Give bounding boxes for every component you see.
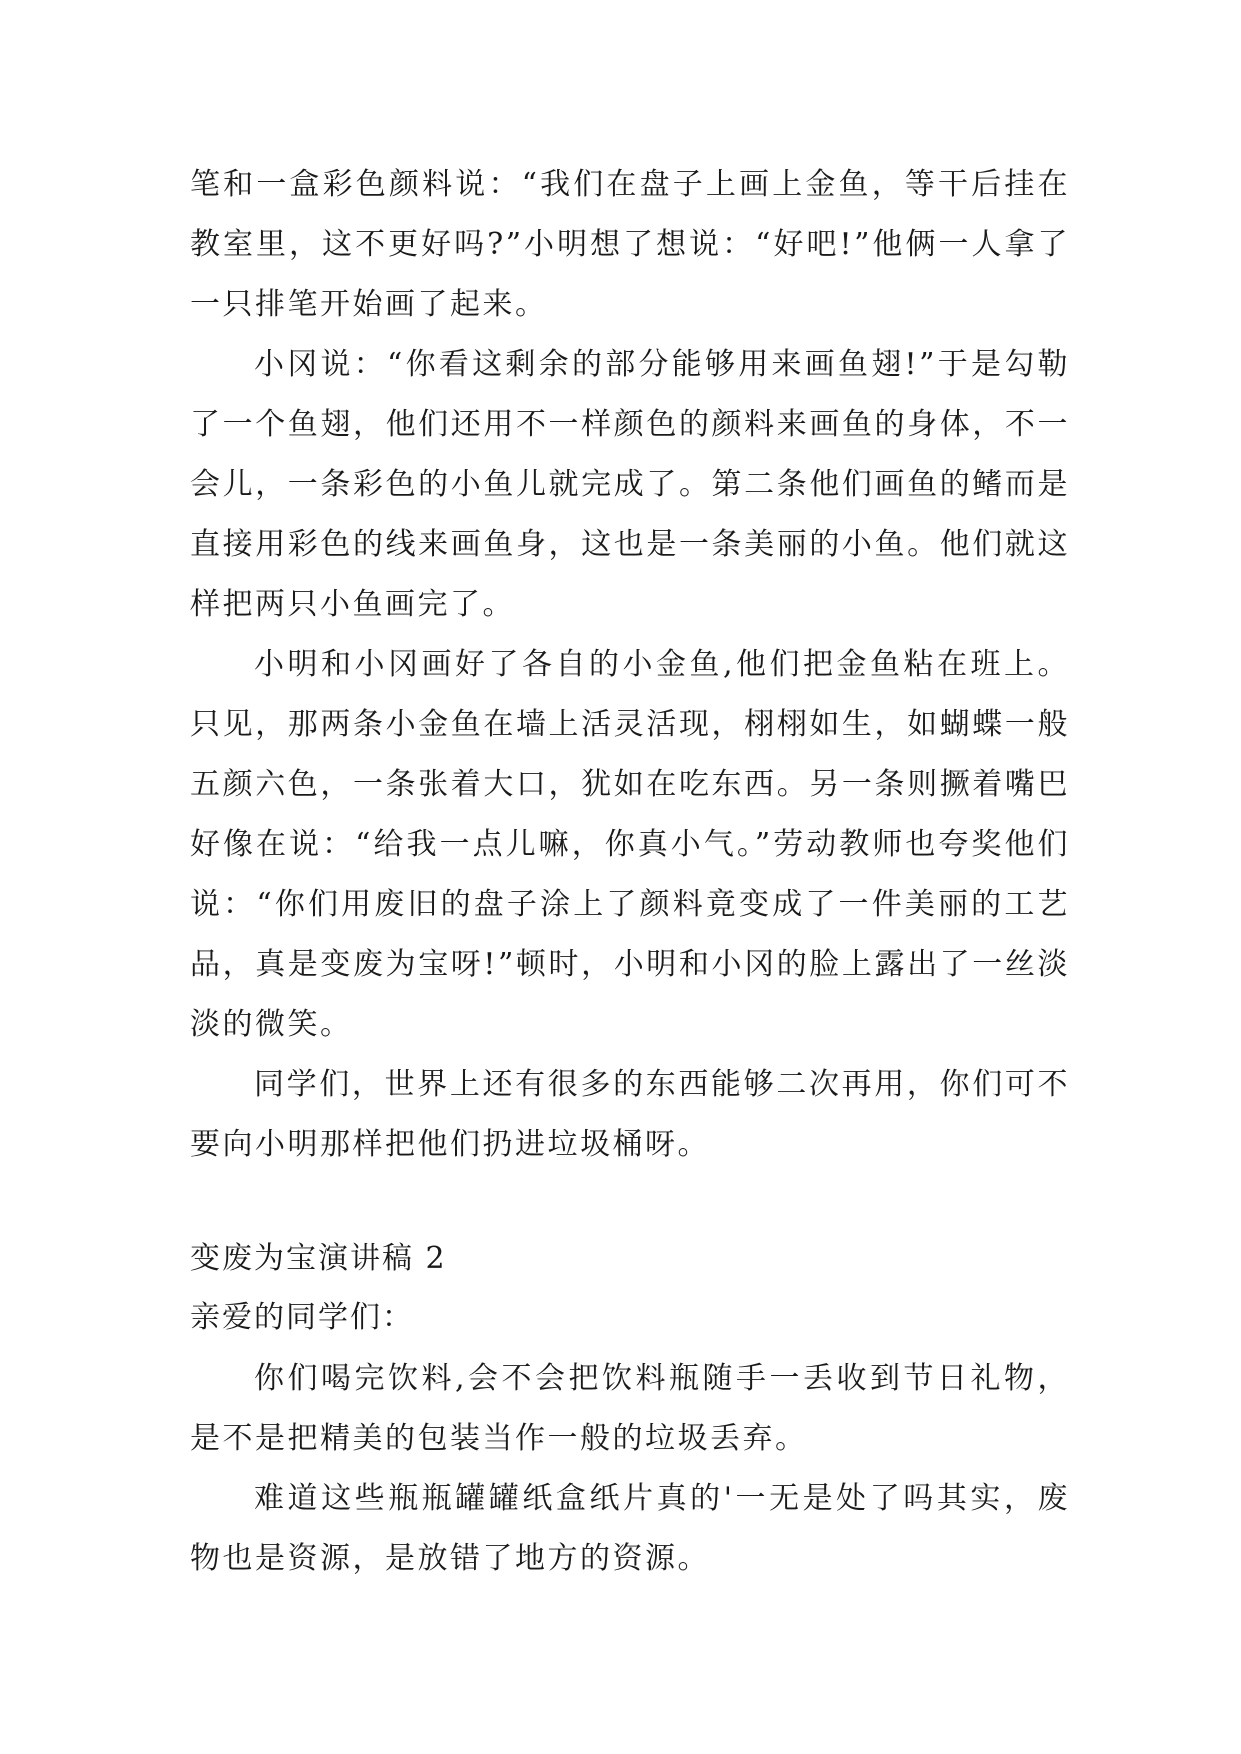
body-paragraph: 同学们，世界上还有很多的东西能够二次再用，你们可不要向小明那样把他们扔进垃圾桶呀。 xyxy=(190,1067,1070,1162)
greeting: 亲爱的同学们： xyxy=(190,1300,414,1335)
document-page xyxy=(190,155,1070,1589)
section-title: 变废为宝演讲稿 2 xyxy=(190,1241,447,1276)
body-paragraph: 难道这些瓶瓶罐罐纸盒纸片真的'一无是处了吗其实，废物也是资源，是放错了地方的资源。 xyxy=(190,1481,1070,1576)
body-paragraph: 你们喝完饮料,会不会把饮料瓶随手一丢收到节日礼物，是不是把精美的包装当作一般的垃圾丢弃。 xyxy=(190,1361,1070,1456)
body-paragraph: 小冈说：“你看这剩余的部分能够用来画鱼翅!”于是勾勒了一个鱼翅，他们还用不一样颜色的颜料来画鱼的身体，不一会儿，一条彩色的小鱼儿就完成了。第二条他们画鱼的鳍而是直接用彩色的线来画鱼身，这也是一条美丽的小鱼。他们就这样把两只小鱼画完了。 xyxy=(190,347,1070,622)
body-paragraph: 小明和小冈画好了各自的小金鱼,他们把金鱼粘在班上。只见，那两条小金鱼在墙上活灵活现，栩栩如生，如蝴蝶一般五颜六色，一条张着大口，犹如在吃东西。另一条则撅着嘴巴好像在说：“给我一点儿嘛，你真小气。”劳动教师也夸奖他们说：“你们用废旧的盘子涂上了颜料竟变成了一件美丽的工艺品，真是变废为宝呀!”顿时，小明和小冈的脸上露出了一丝淡淡的微笑。 xyxy=(190,647,1070,1042)
section-spacer xyxy=(190,1175,1070,1231)
body-paragraph: 笔和一盒彩色颜料说：“我们在盘子上画上金鱼，等干后挂在教室里，这不更好吗?”小明想了想说：“好吧!”他俩一人拿了一只排笔开始画了起来。 xyxy=(190,167,1070,322)
